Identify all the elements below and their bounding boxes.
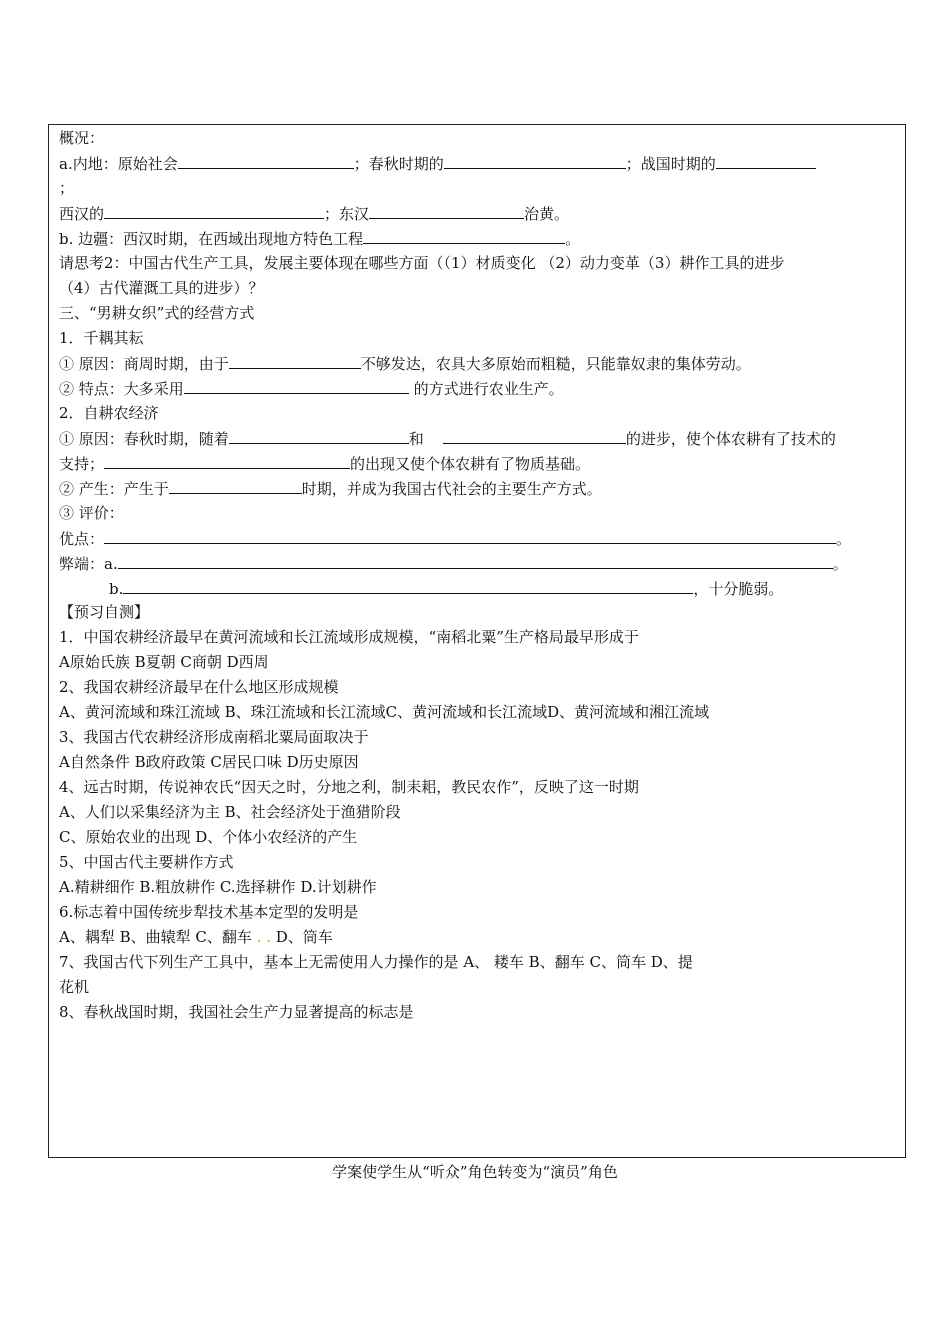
fill-blank[interactable]	[229, 353, 361, 369]
text: 弊端：a.	[59, 555, 118, 573]
question-4-options-2: C、原始农业的出现 D、个体小农经济的产生	[59, 828, 358, 846]
fill-blank[interactable]	[444, 153, 626, 169]
question-3-options: A自然条件 B政府政策 C居民口味 D历史原因	[59, 753, 359, 771]
fill-blank[interactable]	[118, 553, 833, 569]
fill-blank[interactable]	[229, 428, 409, 444]
question-2-options: A、黄河流域和珠江流域 B、珠江流域和长江流域C、黄河流域和长江流域D、黄河流域和湘江流域	[59, 703, 710, 721]
text: 西汉的	[59, 205, 105, 223]
question-7-continued: 花机	[59, 978, 90, 996]
sub2-title: 2．自耕农经济	[59, 404, 159, 422]
sub1-reason-line	[59, 353, 751, 374]
text: ① 原因：商周时期，由于	[59, 355, 229, 373]
text: b.	[109, 580, 124, 598]
sub2-support-line	[59, 453, 590, 474]
text: 治黄。	[524, 205, 570, 223]
text: 又使个体农耕有了物质基础。	[395, 455, 591, 473]
text: ；春秋时期的	[353, 155, 444, 173]
question-5: 5、中国古代主要耕作方式	[59, 853, 234, 871]
sub2-produce-line	[59, 478, 602, 499]
sub1-feature-line	[59, 378, 564, 399]
overview-b-line	[59, 228, 580, 249]
question-4: 4、远古时期，传说神农氏“因天之时，分地之利，制耒耜，教民农作”，反映了这一时期	[59, 778, 639, 796]
sub2-eval: ③ 评价：	[59, 504, 124, 522]
question-3: 3、我国古代农耕经济形成南稻北粟局面取决于	[59, 728, 369, 746]
page-footer: 学案使学生从“听众”角色转变为“演员”角色	[332, 1163, 618, 1181]
text: 时期，并成为我国古代社会的主要生产方式。	[301, 480, 602, 498]
fill-blank[interactable]	[104, 528, 836, 544]
text: 不够发达，农具大多原始而粗糙，只能靠奴隶的集体劳动。	[360, 355, 751, 373]
sub2-reason-line	[59, 428, 836, 449]
text: 支持；	[59, 455, 105, 473]
question-4-options-1: A、人们以采集经济为主 B、社会经济处于渔猎阶段	[59, 803, 401, 821]
fill-blank[interactable]	[184, 378, 409, 394]
text: ② 特点：大多采用	[59, 380, 184, 398]
fill-blank[interactable]	[123, 578, 693, 594]
text: 的进步，使个体农耕有了技术的	[625, 430, 836, 448]
overview-han-line	[59, 203, 569, 224]
fill-blank[interactable]	[104, 203, 324, 219]
text: ② 产生：产生于	[59, 480, 169, 498]
fill-blank[interactable]	[716, 153, 816, 169]
think-line-2: （4）古代灌溉工具的进步）？	[59, 279, 264, 297]
question-2: 2、我国农耕经济最早在什么地区形成规模	[59, 678, 339, 696]
fill-blank[interactable]	[363, 228, 565, 244]
text: ，十分脆弱。	[693, 580, 784, 598]
text: D、筒车	[275, 928, 333, 946]
worksheet-frame	[48, 124, 906, 1158]
drawback-a-line	[59, 553, 848, 574]
text: b. 边疆：西汉时期，在西域出现地方特色工程	[59, 230, 364, 248]
question-7: 7、我国古代下列生产工具中，基本上无需使用人力操作的是 A、 耧车 B、翻车 C、筒车 D、提	[59, 953, 693, 971]
overview-a-line	[59, 153, 816, 174]
semicolon-line: ；	[59, 179, 75, 197]
question-1-options: A原始氏族 B夏朝 C商朝 D西周	[59, 653, 269, 671]
fill-blank[interactable]	[169, 478, 302, 494]
question-1: 1．中国农耕经济最早在黄河流域和长江流域形成规模，“南稻北粟”生产格局最早形成于	[59, 628, 639, 646]
question-6-options	[59, 927, 333, 947]
fill-blank[interactable]	[443, 428, 626, 444]
overview-title: 概况：	[59, 129, 105, 147]
text: a.内地：原始社会	[59, 155, 178, 173]
text: ；东汉	[324, 205, 370, 223]
text: ；战国时期的	[625, 155, 716, 173]
decorative-dots: . .	[251, 928, 276, 946]
think-line-1: 请思考2：中国古代生产工具，发展主要体现在哪些方面（（1）材质变化 （2）动力变革（3）耕作工具的进步	[59, 254, 785, 272]
sub1-title: 1．千耦其耘	[59, 329, 144, 347]
question-5-options: A.精耕细作 B.粗放耕作 C.选择耕作 D.计划耕作	[59, 878, 377, 896]
text: 。	[565, 230, 581, 248]
drawback-b-line	[109, 578, 783, 599]
question-6: 6.标志着中国传统步犁技术基本定型的发明是	[59, 903, 359, 921]
quiz-title: 【预习自测】	[59, 603, 150, 621]
fill-blank[interactable]	[104, 453, 350, 469]
text: 优点：	[59, 530, 105, 548]
text: 的方式进行农业生产。	[413, 380, 564, 398]
text: ① 原因：春秋时期，随着	[59, 430, 229, 448]
text: A、耦犁 B、曲辕犁 C、翻车	[59, 928, 252, 946]
fill-blank[interactable]	[369, 203, 524, 219]
text: 和	[408, 430, 424, 448]
merit-line	[59, 528, 851, 549]
text: 。	[832, 555, 848, 573]
fill-blank[interactable]	[178, 153, 354, 169]
text: 。	[836, 530, 852, 548]
question-8: 8、春秋战国时期，我国社会生产力显著提高的标志是	[59, 1003, 414, 1021]
section3-title: 三、“男耕女织”式的经营方式	[59, 304, 255, 322]
text: 的出现	[350, 455, 396, 473]
